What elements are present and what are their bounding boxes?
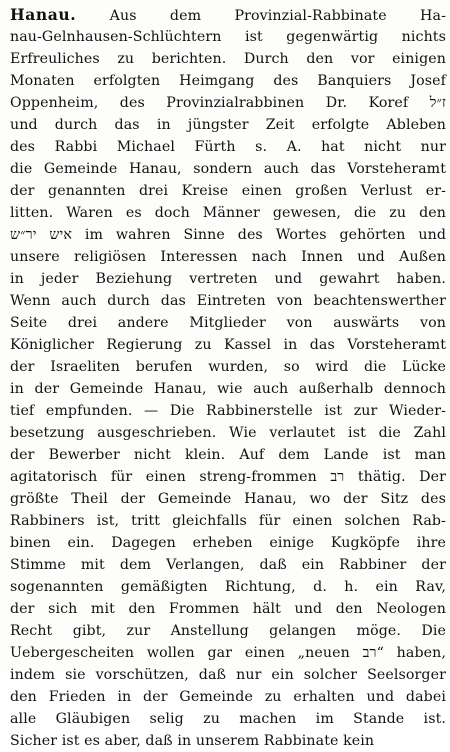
article-line bbox=[10, 4, 446, 26]
article-line: die Gemeinde Hanau, sondern auch das Vorsteheramt bbox=[10, 161, 446, 177]
article-line: Oppenheim, des Provinzialrabbinen Dr. Koref ז״ל bbox=[10, 95, 446, 111]
article-line: binen ein. Dagegen erheben einige Kugköpfe ihre bbox=[10, 535, 446, 551]
article-line: größte Theil der Gemeinde Hanau, wo der Sitz des bbox=[10, 491, 446, 507]
article-line: Erfreuliches zu berichten. Durch den vor einigen bbox=[10, 51, 446, 67]
article-line: in jeder Beziehung vertreten und gewahrt haben. bbox=[10, 271, 446, 287]
article-line: sogenannten gemäßigten Richtung, d. h. ein Rav, bbox=[10, 579, 446, 595]
article-line: der Israeliten berufen wurden, so wird die Lücke bbox=[10, 359, 446, 375]
article-line: Seite drei andere Mitglieder von auswärts von bbox=[10, 315, 446, 331]
article-line: besetzung ausgeschrieben. Wie verlautet ist die Zahl bbox=[10, 425, 446, 441]
article-line: der Bewerber nicht klein. Auf dem Lande ist man bbox=[10, 447, 446, 463]
article-line: Rabbiners ist, tritt gleichfalls für einen solchen Rab- bbox=[10, 513, 446, 529]
article-line: in der Gemeinde Hanau, wie auch außerhalb dennoch bbox=[10, 381, 446, 397]
article-line: Königlicher Regierung zu Kassel in das Vorsteheramt bbox=[10, 337, 446, 353]
article-column bbox=[10, 4, 446, 752]
article-headword: Hanau. bbox=[10, 5, 77, 24]
article-line-text: Aus dem Provinzial-Rabbinate Ha- bbox=[76, 8, 446, 24]
article-line: alle Gläubigen selig zu machen im Stande ist. bbox=[10, 711, 446, 727]
article-line: Stimme mit dem Verlangen, daß ein Rabbiner der bbox=[10, 557, 446, 573]
article-line: Recht gibt, zur Anstellung gelangen möge. Die bbox=[10, 623, 446, 639]
article-line: und durch das in jüngster Zeit erfolgte Ableben bbox=[10, 117, 446, 133]
article-line: der genannten drei Kreise einen großen Verlust er- bbox=[10, 183, 446, 199]
article-line: den Frieden in der Gemeinde zu erhalten und dabei bbox=[10, 689, 446, 705]
article-line: Uebergescheiten wollen gar einen „neuen רב“ haben, bbox=[10, 645, 446, 661]
article-line: agitatorisch für einen streng-frommen רב thätig. Der bbox=[10, 469, 446, 485]
article-line: Wenn auch durch das Eintreten von beachtenswerther bbox=[10, 293, 446, 309]
article-line: Sicher ist es aber, daß in unserem Rabbinate kein bbox=[10, 733, 375, 749]
article-line: איש יר״ש im wahren Sinne des Wortes gehörten und bbox=[10, 227, 446, 243]
article-line: unsere religiösen Interessen nach Innen und Außen bbox=[10, 249, 446, 265]
article-line: litten. Waren es doch Männer gewesen, die zu den bbox=[10, 205, 446, 221]
article-line: der sich mit den Frommen hält und den Neologen bbox=[10, 601, 446, 617]
article-line: nau-Gelnhausen-Schlüchtern ist gegenwärtig nichts bbox=[10, 29, 446, 45]
article-line: tief empfunden. — Die Rabbinerstelle ist zur Wieder- bbox=[10, 403, 446, 419]
article-line: des Rabbi Michael Fürth s. A. hat nicht nur bbox=[10, 139, 446, 155]
article-line: Monaten erfolgten Heimgang des Banquiers Josef bbox=[10, 73, 446, 89]
article-line: indem sie vorschützen, daß nur ein solcher Seelsorger bbox=[10, 667, 446, 683]
